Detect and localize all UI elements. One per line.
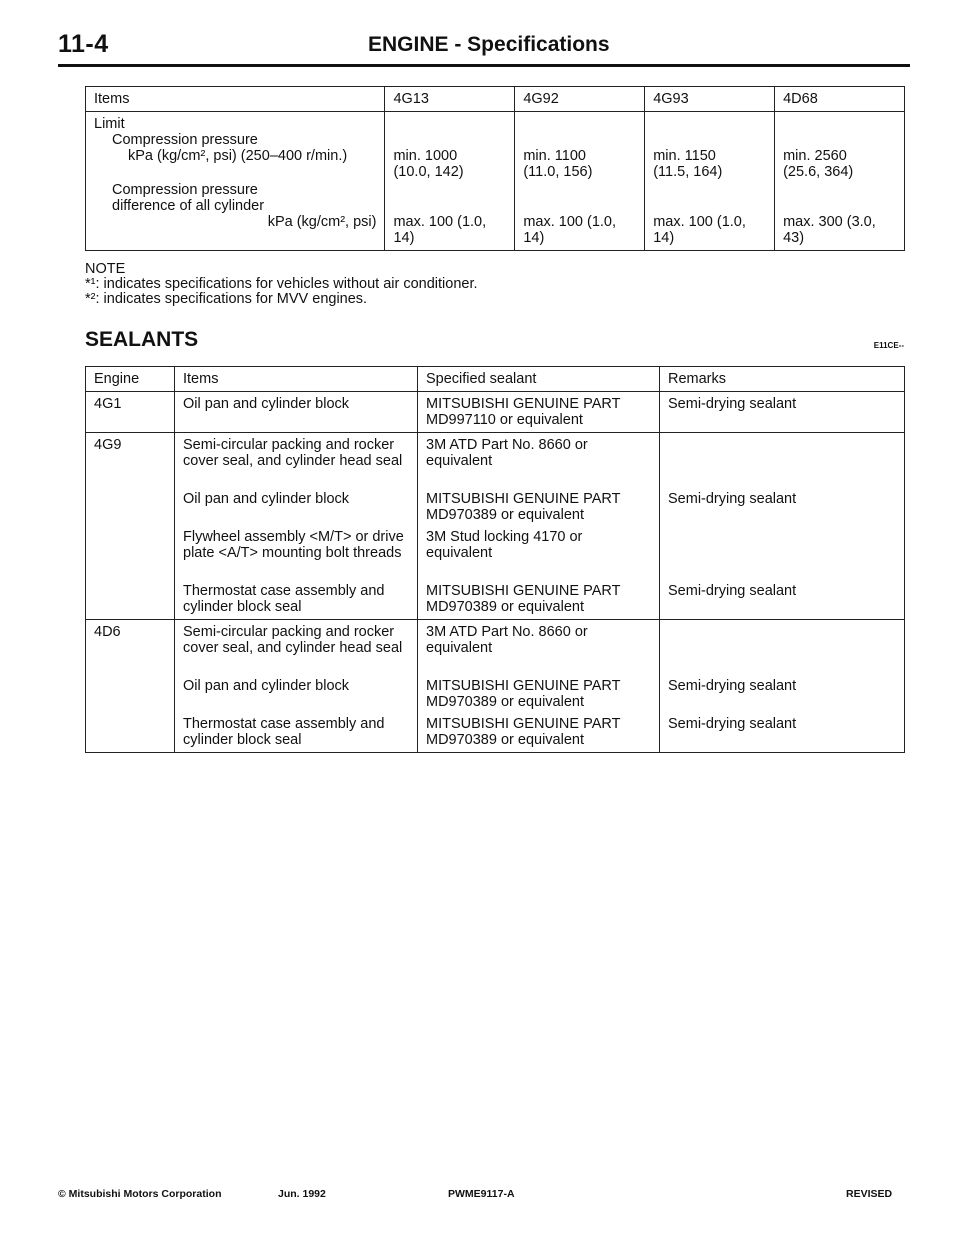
column-header-items: Items — [175, 367, 418, 392]
limit-label: Limit — [94, 116, 125, 132]
sealant-text: MITSUBISHI GENUINE PART MD970389 or equivalent — [426, 678, 621, 710]
difference-label-1: Compression pressure — [112, 182, 258, 198]
spec-header-row — [86, 87, 905, 112]
remark-cell — [660, 433, 905, 620]
remark-cell — [660, 620, 905, 753]
sealant-header-row — [86, 367, 905, 392]
difference-label-2: difference of all cylinder — [112, 198, 265, 214]
compression-value-alt: (11.5, 164) — [653, 164, 723, 180]
table-row — [86, 433, 905, 620]
remark-text — [668, 529, 896, 577]
table-row — [86, 620, 905, 753]
compression-value: min. 1100 — [523, 148, 586, 164]
remark-text: Semi-drying sealant — [668, 678, 797, 694]
item-text: Thermostat case assembly and cylinder block seal — [183, 583, 385, 615]
item-text: Oil pan and cylinder block — [183, 491, 350, 507]
spec-limit-row — [86, 112, 905, 251]
footer-doc-code: PWME9117-A — [448, 1188, 515, 1200]
page-number: 11-4 — [58, 30, 109, 58]
sealant-cell — [418, 620, 660, 753]
item-cell — [175, 433, 418, 620]
footer-date: Jun. 1992 — [278, 1188, 326, 1200]
compression-value-alt: (25.6, 364) — [783, 164, 854, 180]
compression-value-alt: (10.0, 142) — [393, 164, 464, 180]
value-cell-4g93 — [645, 112, 775, 251]
compression-value-alt: (11.0, 156) — [523, 164, 593, 180]
sealant-text: MITSUBISHI GENUINE PART MD970389 or equivalent — [426, 583, 621, 615]
value-cell-4d68 — [775, 112, 905, 251]
sealant-text: 3M ATD Part No. 8660 or equivalent — [426, 624, 588, 656]
remark-text: Semi-drying sealant — [668, 583, 797, 599]
item-text: Oil pan and cylinder block — [183, 396, 350, 412]
item-text: Thermostat case assembly and cylinder block seal — [183, 716, 385, 748]
remark-text: Semi-drying sealant — [668, 396, 797, 412]
limit-items-cell — [86, 112, 385, 251]
difference-value: max. 100 (1.0, 14) — [653, 214, 746, 246]
page-title: ENGINE - Specifications — [368, 33, 610, 56]
compression-value: min. 1150 — [653, 148, 716, 164]
note-line-2: *²: indicates specifications for MVV engines. — [85, 291, 368, 307]
specifications-table — [85, 86, 905, 251]
item-text: Semi-circular packing and rocker cover seal, and cylinder head seal — [183, 437, 403, 469]
note-block — [85, 262, 478, 307]
item-text: Oil pan and cylinder block — [183, 678, 350, 694]
sealant-text: MITSUBISHI GENUINE PART MD970389 or equivalent — [426, 716, 621, 748]
sealant-text: MITSUBISHI GENUINE PART MD997110 or equivalent — [426, 396, 621, 428]
header-divider — [58, 64, 910, 67]
engine-cell: 4D6 — [86, 620, 175, 753]
note-line-1: *¹: indicates specifications for vehicles without air conditioner. — [85, 276, 478, 292]
engine-cell: 4G1 — [86, 392, 175, 433]
remark-text — [668, 437, 896, 485]
value-cell-4g92 — [515, 112, 645, 251]
footer-copyright: © Mitsubishi Motors Corporation — [58, 1188, 222, 1200]
remark-text: Semi-drying sealant — [668, 491, 797, 507]
item-text: Flywheel assembly <M/T> or drive plate <A/T> mounting bolt threads — [183, 529, 404, 561]
sealant-text: 3M Stud locking 4170 or equivalent — [426, 529, 583, 561]
sealant-text: 3M ATD Part No. 8660 or equivalent — [426, 437, 588, 469]
table-row — [86, 392, 905, 433]
engine-cell: 4G9 — [86, 433, 175, 620]
column-header-4g93: 4G93 — [645, 87, 775, 112]
section-title: SEALANTS — [85, 328, 199, 351]
section-code: E11CE-- — [873, 341, 904, 350]
sealants-table — [85, 366, 905, 753]
compression-label: Compression pressure — [112, 132, 258, 148]
item-text: Semi-circular packing and rocker cover seal, and cylinder head seal — [183, 624, 403, 656]
footer-status: REVISED — [846, 1188, 893, 1200]
remark-text: Semi-drying sealant — [668, 716, 797, 732]
column-header-4g13: 4G13 — [385, 87, 515, 112]
remark-text — [668, 624, 896, 672]
page-header — [58, 30, 910, 66]
remark-cell — [660, 392, 905, 433]
compression-value: min. 2560 — [783, 148, 847, 164]
note-label: NOTE — [85, 261, 126, 277]
column-header-engine: Engine — [86, 367, 175, 392]
compression-value: min. 1000 — [393, 148, 458, 164]
column-header-items: Items — [86, 87, 385, 112]
column-header-sealant: Specified sealant — [418, 367, 660, 392]
column-header-4d68: 4D68 — [775, 87, 905, 112]
value-cell-4g13 — [385, 112, 515, 251]
sealant-cell — [418, 392, 660, 433]
column-header-4g92: 4G92 — [515, 87, 645, 112]
difference-unit: kPa (kg/cm², psi) — [267, 214, 377, 230]
difference-value: max. 300 (3.0, 43) — [783, 214, 876, 246]
sealant-cell — [418, 433, 660, 620]
item-cell — [175, 620, 418, 753]
difference-value: max. 100 (1.0, 14) — [393, 214, 487, 246]
difference-value: max. 100 (1.0, 14) — [523, 214, 617, 246]
compression-unit: kPa (kg/cm², psi) (250–400 r/min.) — [128, 148, 348, 164]
item-cell — [175, 392, 418, 433]
sealant-text: MITSUBISHI GENUINE PART MD970389 or equivalent — [426, 491, 621, 523]
column-header-remarks: Remarks — [660, 367, 905, 392]
